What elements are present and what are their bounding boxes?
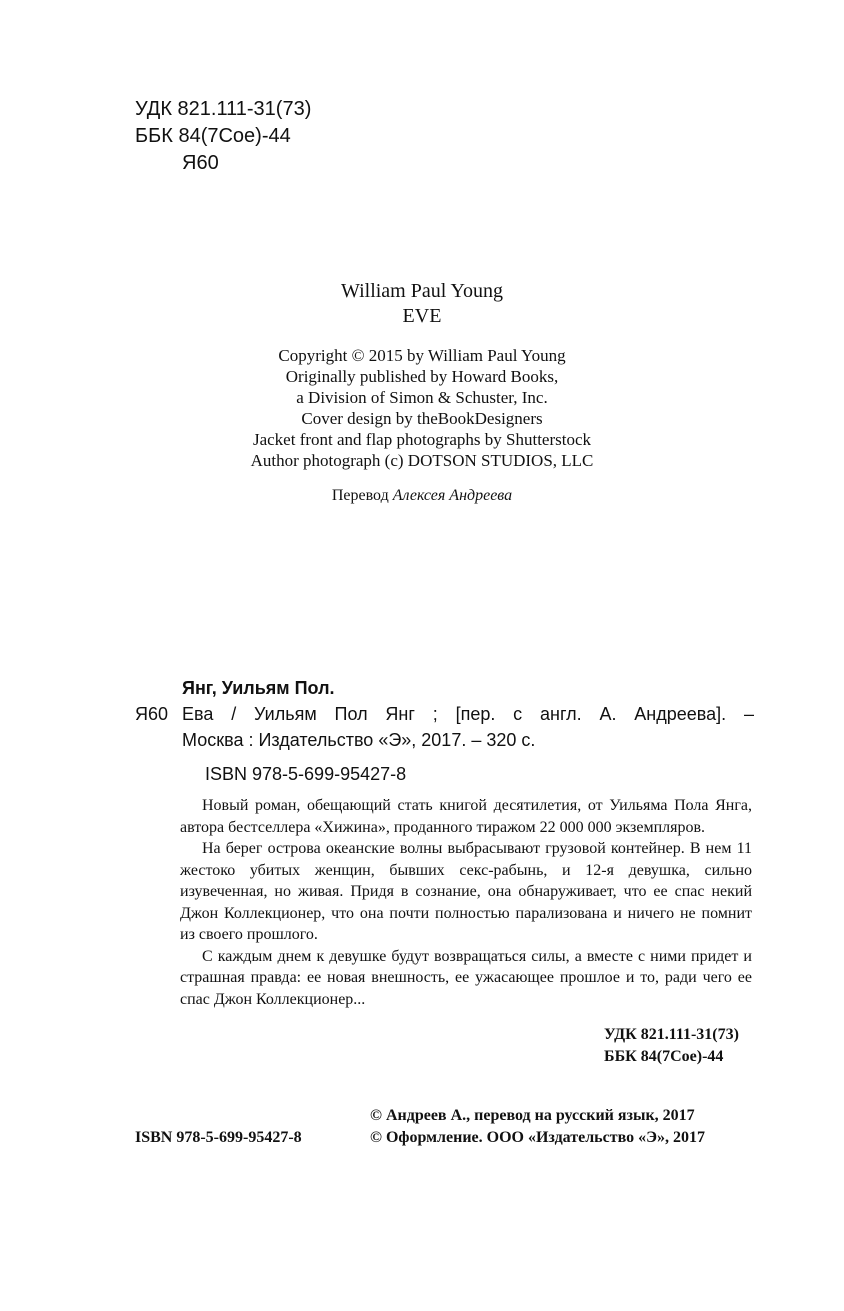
original-author: William Paul Young — [341, 280, 503, 302]
annotation-paragraph: С каждым днем к девушке будут возвращаться силы, а вместе с ними придет и страшная правда: ее новая внешность, ее ужасающее прошлое и то, ради чего ее спас Джон Коллекционер... — [180, 947, 752, 1008]
udk-code: УДК 821.111-31(73) — [135, 98, 312, 120]
card-description-line1: Ева / Уильям Пол Янг ; [пер. с англ. А. Андреева]. – — [182, 704, 754, 724]
copyright-translation: © Андреев А., перевод на русский язык, 2017 — [370, 1107, 695, 1124]
card-author-mark: Я60 — [135, 704, 169, 724]
credit-cover-design: Cover design by theBookDesigners — [301, 409, 543, 428]
copyright-design: © Оформление. ООО «Издательство «Э», 2017 — [370, 1129, 705, 1146]
card-isbn: ISBN 978-5-699-95427-8 — [205, 764, 407, 784]
credit-division: a Division of Simon & Schuster, Inc. — [296, 388, 548, 407]
annotation-paragraph: На берег острова океанские волны выбрасывают грузовой контейнер. В нем 11 жестоко убитых женщин, бывших секс-рабынь, и 12-я девушка, сильно изувеченная, но живая. Придя в сознание, она обнаруживает, что ее спас некий Джон Коллекционер, что она почти полностью парализована и ничего не помнит из своего прошлого. — [180, 840, 752, 943]
credit-author-photo: Author photograph (c) DOTSON STUDIOS, LLC — [250, 451, 594, 470]
author-mark: Я60 — [182, 152, 219, 174]
credit-jacket-photos: Jacket front and flap photographs by Shutterstock — [252, 430, 592, 449]
translation-credit — [0, 487, 844, 505]
translation-label: Перевод — [331, 487, 389, 504]
annotation-paragraph: Новый роман, обещающий стать книгой десятилетия, от Уильяма Пола Янга, автора бестселлера «Хижина», проданного тиражом 22 000 000 экземпляров. — [180, 797, 752, 836]
card-description-line2: Москва : Издательство «Э», 2017. – 320 с. — [182, 730, 536, 750]
bbk-code: ББК 84(7Сое)-44 — [135, 125, 291, 147]
original-title: EVE — [402, 305, 442, 327]
credit-copyright: Copyright © 2015 by William Paul Young — [278, 346, 566, 365]
card-bbk-code: ББК 84(7Сое)-44 — [604, 1048, 724, 1065]
footer-isbn: ISBN 978-5-699-95427-8 — [135, 1129, 302, 1146]
annotation — [180, 795, 752, 1010]
translator-name: Алексея Андреева — [392, 487, 513, 504]
card-heading: Янг, Уильям Пол. — [182, 678, 335, 698]
card-udk-code: УДК 821.111-31(73) — [604, 1026, 739, 1043]
credit-publisher: Originally published by Howard Books, — [285, 367, 559, 386]
